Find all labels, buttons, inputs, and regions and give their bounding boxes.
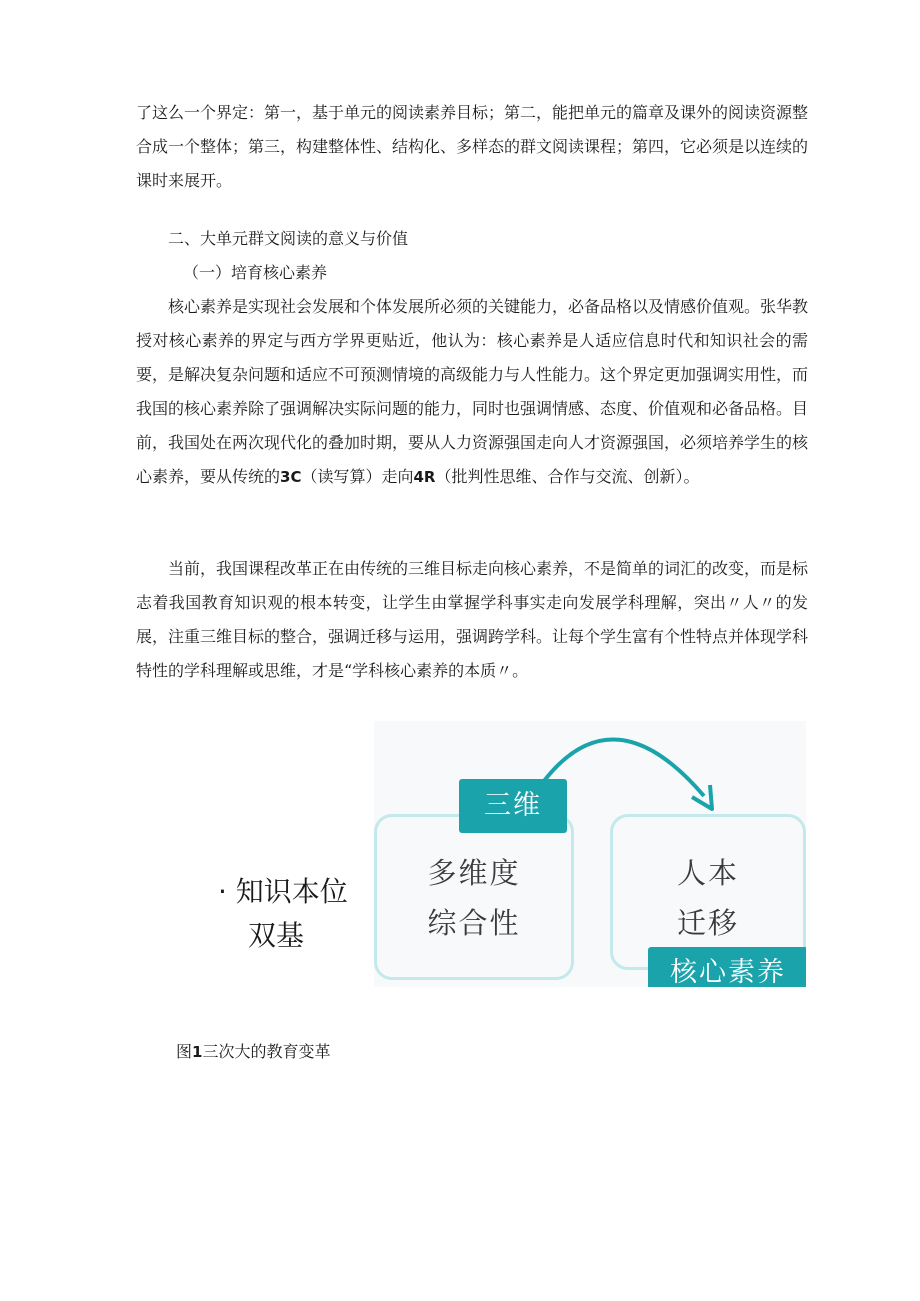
caption-prefix: 图 <box>176 1042 193 1061</box>
para1-text-c: （读写算）走向 <box>301 467 414 486</box>
transition-arrow <box>374 721 806 987</box>
term-4r: 4R <box>413 468 436 486</box>
caption-text: 三次大的教育变革 <box>202 1042 331 1061</box>
subsection-heading: （一）培育核心素养 <box>183 263 328 282</box>
reform-paragraph <box>136 552 808 688</box>
para1-text-a: 核心素养是实现社会发展和个体发展所必须的关键能力，必备品格以及情感价值观。张华教授对核心素养的界定与西方学界更贴近，他认为：核心素养是人适应信息时代和知识社会的需要，是解决复杂问题和适应不可预测情境的高级能力与人性能力。这个界定更加强调实用性，而我国的核心素养除了强调解决实际问题的能力，同时也强调情感、态度、价值观和必备品格。目前，我国处在两次现代化的叠加时期，要从人力资源强国走向人才资源强国，必须培养学生的核心素养，要从传统的 <box>136 297 809 486</box>
intro-text: 了这么一个界定：第一，基于单元的阅读素养目标；第二，能把单元的篇章及课外的阅读资源整合成一个整体；第三，构建整体性、结构化、多样态的群文阅读课程；第四，它必须是以连续的课时来展开。 <box>136 103 809 190</box>
side-label-line2: 双基 <box>248 919 305 952</box>
three-dimension-tag: 三维 <box>459 779 567 833</box>
education-reform-figure <box>374 721 806 987</box>
left-box-line2: 综合性 <box>427 906 521 940</box>
core-literacy-tag: 核心素养 <box>648 947 806 987</box>
left-box-line1: 多维度 <box>427 856 521 890</box>
side-label-line1: · 知识本位 <box>218 875 348 908</box>
para1-text-d: （批判性思维、合作与交流、创新）。 <box>435 467 700 486</box>
right-box-line2: 迁移 <box>676 906 739 940</box>
knowledge-based-label <box>218 870 348 958</box>
caption-number: 1 <box>192 1043 203 1061</box>
figure-caption <box>176 1040 330 1064</box>
section-heading: 二、大单元群文阅读的意义与价值 <box>168 229 409 248</box>
core-literacy-paragraph <box>136 290 808 494</box>
intro-paragraph <box>136 96 808 198</box>
right-box-line1: 人本 <box>676 856 739 890</box>
paragraph-2: 当前，我国课程改革正在由传统的三维目标走向核心素养，不是简单的词汇的改变，而是标志着我国教育知识观的根本转变，让学生由掌握学科事实走向发展学科理解，突出〃人〃的发展，注重三维目标的整合，强调迁移与运用，强调跨学科。让每个学生富有个性特点并体现学科特性的学科理解或思维，才是“学科核心素养的本质〃。 <box>136 559 809 680</box>
arrow-curve <box>544 739 704 796</box>
term-3c: 3C <box>280 468 302 486</box>
paragraph-1 <box>136 290 808 494</box>
